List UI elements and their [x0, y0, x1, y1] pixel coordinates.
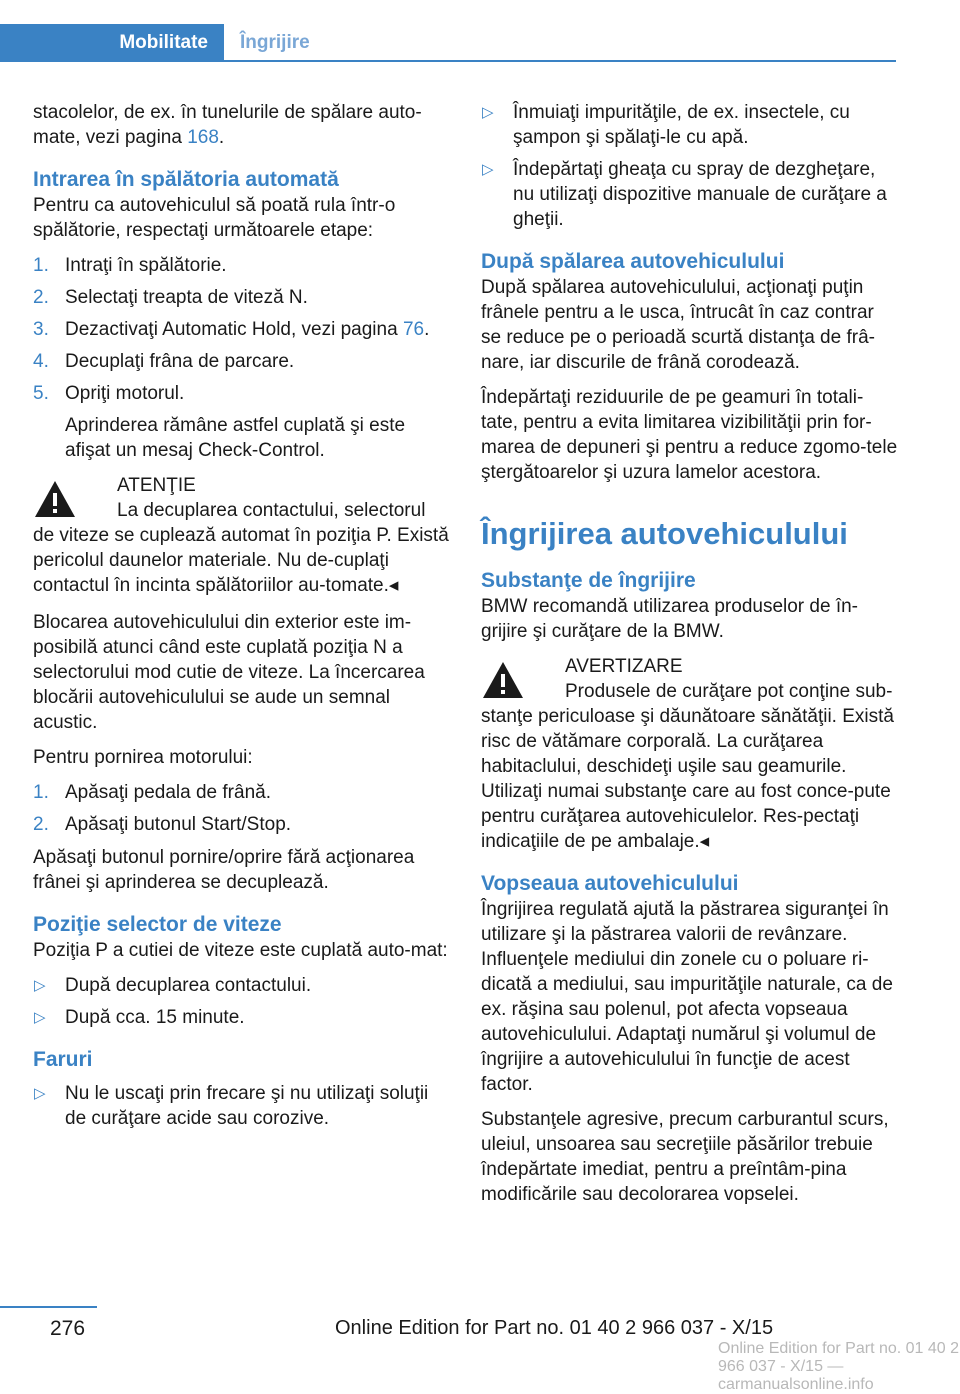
section-title-faruri: Faruri — [33, 1048, 93, 1071]
paragraph: Apăsaţi butonul pornire/oprire fără acţionarea frânei şi aprinderea se decuplează. — [33, 847, 415, 893]
list-item: 1. Intraţi în spălătorie. — [33, 255, 227, 276]
section-text: BMW recomandă utilizarea produselor de în‐grijire şi curăţare de la BMW. — [481, 596, 859, 642]
warning-box-avertizare — [481, 654, 899, 854]
paragraph: Blocarea autovehiculului din exterior este im‐posibilă atunci când este cuplată poziţia N a selectorului mod cutie de viteze. La încercarea blocării autovehiculului se aude un semnal acustic. — [33, 612, 425, 733]
header-rule — [224, 60, 896, 62]
page-link-168[interactable]: 168 — [187, 127, 219, 148]
section-text: Pentru ca autovehiculul să poată rula într-o spălătorie, respectaţi următoarele etape: — [33, 195, 396, 241]
header-tabs — [0, 24, 310, 62]
section-text: Poziţia P a cutiei de viteze este cuplată auto‐mat: — [33, 940, 448, 961]
chapter-title: Îngrijirea autovehiculului — [481, 516, 848, 551]
list-item-note: Aprinderea rămâne astfel cuplată şi este afişat un mesaj Check-Control. — [65, 415, 406, 461]
list-item: 4. Decuplaţi frâna de parcare. — [33, 351, 295, 372]
list-item: 3. Dezactivaţi Automatic Hold, vezi pagina 76. — [33, 319, 430, 340]
bullet-triangle-icon: ▷ — [482, 161, 494, 178]
watermark: Online Edition for Part no. 01 40 2 966 037 - X/15 — carmanualsonline.info — [718, 1340, 960, 1393]
warning-text: stanţe periculoase şi dăunătoare sănătăţii. Există risc de vătămare corporală. La curăţarea habitaclului, deschideţi uşile sau geamurile. Utilizaţi numai substanţe care au fost conce‐pute pentru curăţarea autovehiculelor. Res‐pectaţi indicaţiile de pe ambalaje.◂ — [481, 706, 894, 852]
list-item: 1. Apăsaţi pedala de frână. — [33, 782, 271, 803]
list-item: 2. Apăsaţi butonul Start/Stop. — [33, 814, 292, 835]
paragraph: După spălarea autovehiculului, acţionaţi puţin frânele pentru a le usca, întrucât în caz contrar se reduce pe o perioadă scurtă distanţa de frâ‐nare, iar discurile de frână corodează. — [481, 277, 875, 373]
edition-text: Online Edition for Part no. 01 40 2 966 037 - X/15 — [335, 1317, 774, 1339]
warning-title: ATENŢIE — [117, 475, 196, 496]
warning-box-atentie — [33, 473, 451, 598]
section-title-vopsea: Vopseaua autovehiculului — [481, 872, 739, 895]
warning-triangle-icon — [33, 479, 77, 519]
warning-title: AVERTIZARE — [565, 656, 683, 677]
right-column — [481, 100, 899, 1217]
paragraph: Substanţele agresive, precum carburantul scurs, uleiul, unsoarea sau secreţiile păsărilor trebuie îndepărtate imediat, pentru a preîntâm‐pina modificările sau decolorarea vopselei. — [481, 1109, 889, 1205]
bullet-triangle-icon: ▷ — [34, 1085, 46, 1102]
steps-list — [33, 253, 451, 463]
page-link-76[interactable]: 76 — [402, 319, 425, 340]
bullet-triangle-icon: ▷ — [34, 977, 46, 994]
warning-triangle-icon — [481, 660, 525, 700]
paragraph: Îngrijirea regulată ajută la păstrarea siguranţei în utilizare şi la păstrarea valorii de revânzare. Influenţele mediului din zonele cu o poluare ri‐dicată a mediului, sau impurităţile naturale, ca de ex. răşina sau polenul, pot afecta vopseaua autovehiculului. Adaptaţi numărul şi volumul de îngrijire a autovehiculului în funcţie de acest factor. — [481, 899, 893, 1095]
bullet-triangle-icon: ▷ — [482, 104, 494, 121]
start-steps-list — [33, 780, 451, 837]
bullet-triangle-icon: ▷ — [34, 1009, 46, 1026]
list-item: ▷ Îndepărtaţi gheaţa cu spray de dezgheţare, nu utilizaţi dispozitive manuale de curăţare a gheţii. — [482, 159, 887, 230]
faruri-list-continued — [481, 100, 899, 232]
warning-text: de viteze se cuplează automat în poziţia P. Există pericolul daunelor materiale. Nu de‐cuplaţi contactul în incinta spălătoriilor au‐tomate.◂ — [33, 525, 449, 596]
warning-line: Produsele de curăţare pot conţine sub‐ — [565, 681, 893, 702]
intro-paragraph: stacolelor, de ex. în tunelurile de spălare auto‐mate, vezi pagina 168. — [33, 102, 422, 148]
list-item: ▷ Înmuiaţi impurităţile, de ex. insectele, cu şampon şi spălaţi-le cu apă. — [482, 102, 850, 148]
footer-rule — [0, 1306, 97, 1308]
section-title-spalatorie: Intrarea în spălătoria automată — [33, 168, 339, 191]
list-item: ▷ Nu le uscaţi prin frecare şi nu utilizaţi soluţii de curăţare acide sau corozive. — [34, 1083, 429, 1129]
section-title-substante: Substanţe de îngrijire — [481, 569, 696, 592]
page-number: 276 — [50, 1317, 86, 1340]
section-title-dupa-spalare: După spălarea autovehiculului — [481, 250, 785, 273]
tab-mobilitate[interactable]: Mobilitate — [0, 24, 224, 62]
list-item: ▷ După cca. 15 minute. — [34, 1007, 245, 1028]
selector-list — [33, 973, 451, 1030]
list-item: 5. Opriţi motorul. Aprinderea rămâne astfel cuplată şi este afişat un mesaj Check-Control. — [33, 381, 451, 463]
faruri-list — [33, 1081, 451, 1131]
tab-ingrijire[interactable]: Îngrijire — [240, 32, 310, 53]
paragraph: Pentru pornirea motorului: — [33, 747, 253, 768]
left-column — [33, 100, 451, 1139]
list-item: ▷ După decuplarea contactului. — [34, 975, 312, 996]
section-title-selector: Poziţie selector de viteze — [33, 913, 282, 936]
list-item: 2. Selectaţi treapta de viteză N. — [33, 287, 308, 308]
warning-line: La decuplarea contactului, selectorul — [117, 500, 426, 521]
paragraph: Îndepărtaţi reziduurile de pe geamuri în totali‐tate, pentru a evita limitarea vizibilităţii prin for‐marea de depuneri şi pentru a reduce zgomo‐tele ştergătoarelor şi uzura lamelor acestora. — [481, 387, 898, 483]
